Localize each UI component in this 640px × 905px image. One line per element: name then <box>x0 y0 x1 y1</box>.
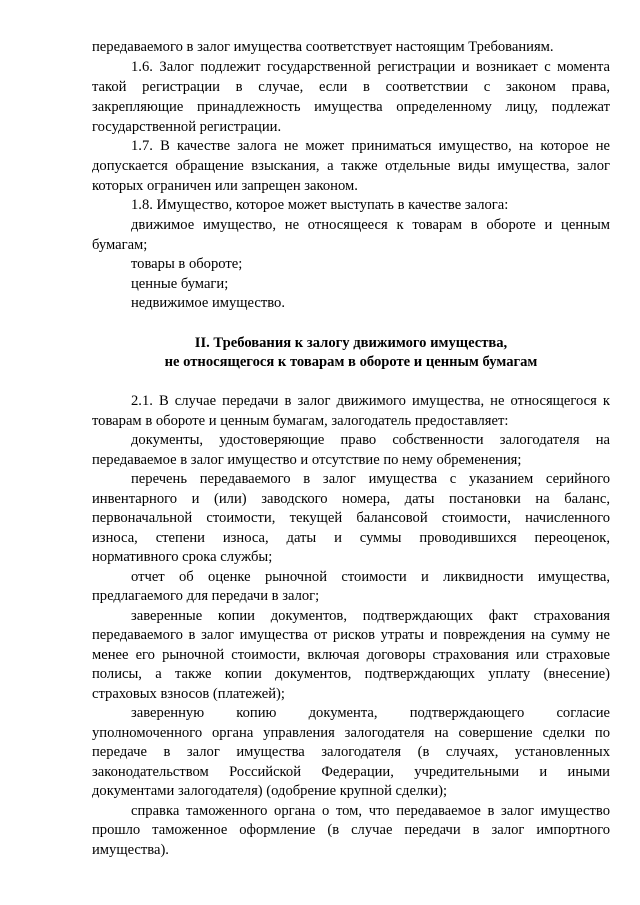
text-line: передаваемого в залог имущества от рисков утраты и повреждения на сумму не <box>92 627 610 643</box>
text-line: которых ограничен или запрещен законом. <box>92 178 358 194</box>
paragraph-1-8: 1.8. Имущество, которое может выступать в качестве залога: <box>131 197 509 213</box>
text-line: справка таможенного органа о том, что передаваемое в залог имущество <box>131 803 610 819</box>
list-item: недвижимое имущество. <box>131 295 285 311</box>
text-line: предлагаемого для передачи в залог; <box>92 588 320 604</box>
heading-line: II. Требования к залогу движимого имущества, <box>194 335 508 351</box>
text-line: передаче в залог имущества залогодателя (в случаях, установленных <box>92 744 610 760</box>
text-line: отчет об оценке рыночной стоимости и ликвидности имущества, <box>131 569 610 585</box>
text-line: товарам в обороте и ценным бумагам, залогодатель предоставляет: <box>92 413 509 429</box>
text-line: нормативного срока службы; <box>92 549 273 565</box>
text-line: документы, удостоверяющие право собственности залогодателя на <box>131 432 610 448</box>
text-line: износа, степени износа, даты и суммы проводившихся переоценок, <box>92 530 610 546</box>
text-line: перечень передаваемого в залог имущества с указанием серийного <box>131 471 610 487</box>
text-line: заверенные копии документов, подтверждающих факт страхования <box>131 608 610 624</box>
text-line: первоначальной стоимости, текущей балансовой стоимости, начисленного <box>92 510 610 526</box>
text-line: инвентарного и (или) заводского номера, даты постановки на баланс, <box>92 491 610 507</box>
text-line: допускается обращение взыскания, а также отдельные виды имущества, залог <box>92 158 610 174</box>
list-item: движимое имущество, не относящееся к товарам в обороте и ценным <box>131 217 610 233</box>
text-line: страховых взносов (платежей); <box>92 686 285 702</box>
list-item: ценные бумаги; <box>131 276 229 292</box>
text-line: передаваемое в залог имущество и отсутствие по нему обременения; <box>92 452 522 468</box>
heading-line: не относящегося к товарам в обороте и ценным бумагам <box>164 354 538 370</box>
list-item-continuation: бумагам; <box>92 237 148 253</box>
text-line: документами залогодателя) (одобрение крупной сделки); <box>92 783 448 799</box>
text-line: законодательством Российской Федерации, учредительными и иными <box>92 764 610 780</box>
text-line: имущества). <box>92 842 169 858</box>
text-line: менее его рыночной стоимости, включая договоры страхования или страховые <box>92 647 610 663</box>
list-item: товары в обороте; <box>131 256 243 272</box>
text-line: 2.1. В случае передачи в залог движимого имущества, не относящегося к <box>131 393 610 409</box>
text-line: закрепляющие принадлежность имущества определенному лицу, подлежат <box>92 99 610 115</box>
text-line: такой регистрации в случае, если в соответствии с законом права, <box>92 79 610 95</box>
text-line: 1.7. В качестве залога не может приниматься имущество, на которое не <box>131 138 610 154</box>
text-line: государственной регистрации. <box>92 119 282 135</box>
text-line: заверенную копию документа, подтверждающего согласие <box>131 705 610 721</box>
text-line: полисы, а также копии документов, подтверждающих уплату (внесение) <box>92 666 610 682</box>
text-line: 1.6. Залог подлежит государственной регистрации и возникает с момента <box>131 59 610 75</box>
text-line: передаваемого в залог имущества соответствует настоящим Требованиям. <box>92 39 554 55</box>
text-line: прошло таможенное оформление (в случае передачи в залог импортного <box>92 822 610 838</box>
text-line: уполномоченного органа управления залогодателя на совершение сделки по <box>92 725 610 741</box>
